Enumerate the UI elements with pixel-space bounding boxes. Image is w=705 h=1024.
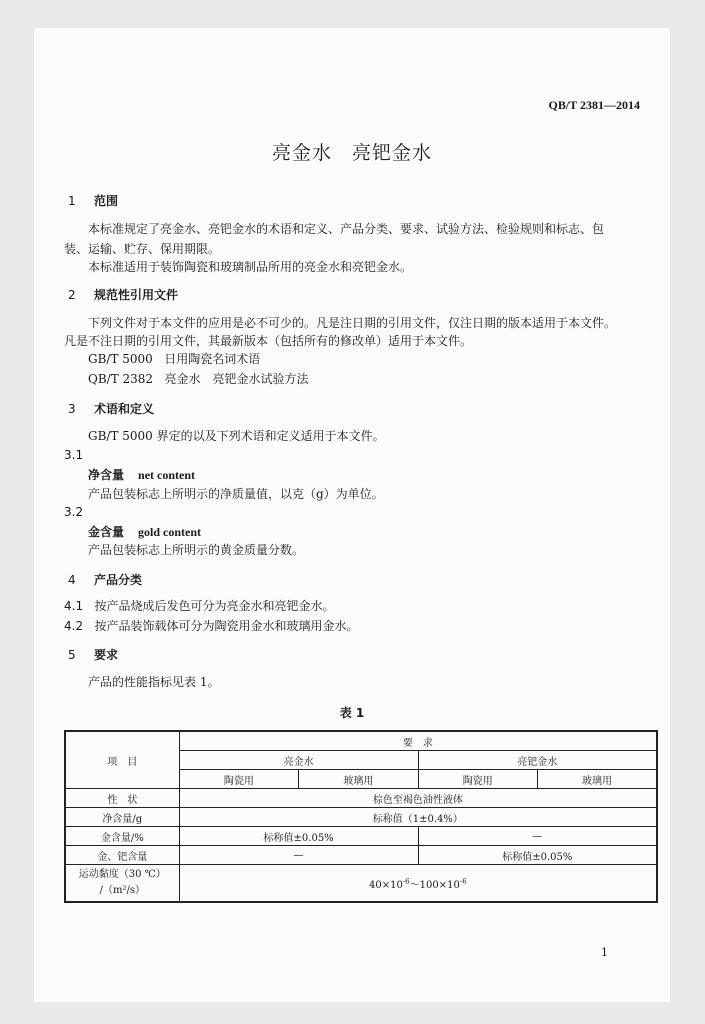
palladium-value: 标称值±0.05% <box>418 846 657 865</box>
row-value: 棕色至褐色油性液体 <box>179 789 657 808</box>
row-label: 金、钯含量 <box>65 846 179 865</box>
table-row <box>65 865 657 903</box>
glass-header: 玻璃用 <box>299 770 418 789</box>
spec-table <box>64 730 658 903</box>
palladium-value: — <box>418 827 657 846</box>
ref-item: GB/T 5000 日用陶瓷名词术语 <box>88 352 261 366</box>
refs-intro-line1: 下列文件对于本文件的应用是必不可少的。凡是注日期的引用文件，仅注日期的版本适用于本文件。 <box>88 316 617 330</box>
requirement-header: 要 求 <box>179 731 657 751</box>
palladium-header: 亮钯金水 <box>418 751 657 770</box>
viscosity-value: $40\times 10^{-6}\sim 100\times 10^{-6}$ <box>179 865 657 903</box>
gold-value: 标称值±0.05% <box>179 827 418 846</box>
row-label: 金含量/% <box>65 827 179 846</box>
item-header: 项 目 <box>65 731 179 789</box>
table-row <box>65 789 657 808</box>
classification-item: 4.2 按产品装饰载体可分为陶瓷用金水和玻璃用金水。 <box>64 619 359 633</box>
term-title: 净含量 net content <box>88 468 196 482</box>
section-heading-2: 2 规范性引用文件 <box>68 288 179 302</box>
gold-value: — <box>179 846 418 865</box>
ref-item: QB/T 2382 亮金水 亮钯金水试验方法 <box>88 372 309 386</box>
row-label: 净含量/g <box>65 808 179 827</box>
term-title: 金含量 gold content <box>88 525 202 539</box>
table-row <box>65 846 657 865</box>
page-number: 1 <box>601 946 608 959</box>
table-caption: 表 1 <box>339 706 365 720</box>
gold-header: 亮金水 <box>179 751 418 770</box>
terms-intro: GB/T 5000 界定的以及下列术语和定义适用于本文件。 <box>88 429 385 443</box>
viscosity-label: 运动黏度（30 ℃） /（m²/s） <box>65 865 179 903</box>
standard-number: QB/T 2381—2014 <box>548 98 640 112</box>
term-definition: 产品包装标志上所明示的黄金质量分数。 <box>88 543 305 557</box>
glass-header: 玻璃用 <box>538 770 657 789</box>
table-row <box>65 808 657 827</box>
scope-paragraph-1: 本标准规定了亮金水、亮钯金水的术语和定义、产品分类、要求、试验方法、检验规则和标志、包装、运输、贮存、保用期限。 <box>64 222 605 256</box>
section-heading-4: 4 产品分类 <box>68 573 143 587</box>
requirements-intro: 产品的性能指标见表 1。 <box>88 675 220 689</box>
row-value: 标称值（1±0.4%） <box>179 808 657 827</box>
row-label: 性 状 <box>65 789 179 808</box>
section-heading-5: 5 要求 <box>68 648 119 662</box>
scope-paragraph-2: 本标准适用于装饰陶瓷和玻璃制品所用的亮金水和亮钯金水。 <box>88 260 413 274</box>
ceramic-header: 陶瓷用 <box>179 770 298 789</box>
document-page <box>34 28 670 1002</box>
term-definition: 产品包装标志上所明示的净质量值，以克（g）为单位。 <box>88 487 384 501</box>
document-title: 亮金水 亮钯金水 <box>271 142 432 164</box>
section-heading-3: 3 术语和定义 <box>68 402 155 416</box>
section-heading-1: 1 范围 <box>68 194 119 208</box>
table-row <box>65 827 657 846</box>
classification-item: 4.1 按产品烧成后发色可分为亮金水和亮钯金水。 <box>64 599 335 613</box>
refs-intro-line2: 凡是不注日期的引用文件，其最新版本（包括所有的修改单）适用于本文件。 <box>64 334 473 348</box>
term-number: 3.1 <box>64 448 84 462</box>
ceramic-header: 陶瓷用 <box>418 770 537 789</box>
term-number: 3.2 <box>64 505 84 519</box>
